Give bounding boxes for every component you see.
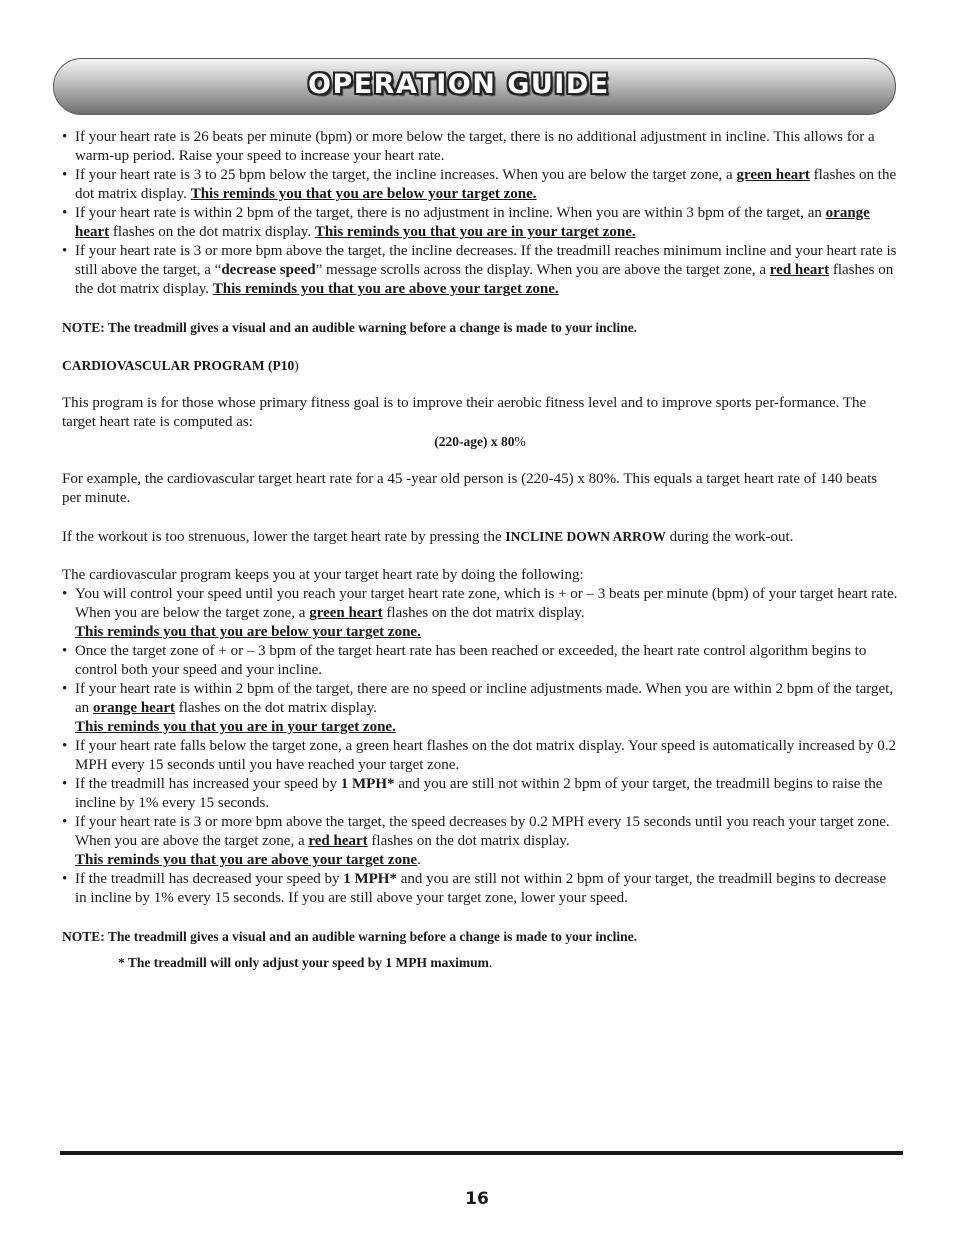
bullet-text: If your heart rate falls below the target zone, a green heart flashes on the dot matrix display. Your speed is automatically increased by 0.2 MPH every 15 seconds until you have reached your target zone. xyxy=(75,738,896,773)
bullet-text: If the treadmill has decreased your speed by xyxy=(75,871,344,887)
list-item xyxy=(62,642,898,680)
bullet-text: If your heart rate is within 2 bpm of the target, there is no adjustment in incline. When you are within 3 bpm of the target, an xyxy=(75,205,826,221)
reminder-text: This reminds you that you are in your target zone. xyxy=(75,719,396,735)
bullet-text: Once the target zone of + or – 3 bpm of the target heart rate has been reached or exceeded, the heart rate control algorithm begins to control both your speed and your incline. xyxy=(75,643,867,678)
list-item xyxy=(62,585,898,642)
red-heart-text: red heart xyxy=(769,262,830,278)
bullet-text: You will control your speed until you reach your target heart rate zone, which is + or – 3 beats per minute (bpm) of your target heart rate. When you are below the target zone, a xyxy=(75,586,898,621)
speed-limit-text: 1 MPH* xyxy=(343,871,397,887)
green-heart-text: green heart xyxy=(736,167,810,183)
bullet-icon: • xyxy=(62,776,68,792)
bullet-icon: • xyxy=(62,205,68,221)
footer-divider xyxy=(60,1151,903,1155)
main-content xyxy=(62,128,898,972)
incline-down-arrow-text: INCLINE DOWN ARROW xyxy=(505,529,666,544)
page-number: 16 xyxy=(465,1189,489,1209)
list-item: • If your heart rate is 3 or more bpm above the target, the speed decreases by 0.2 MPH every 15 seconds until you reach your target zone. When you are above the target zone, a red heart flashes on the dot matrix display. This reminds you that you are above your target zone. xyxy=(62,814,890,868)
orange-heart-text: orange heart xyxy=(75,205,870,240)
footnote: * The treadmill will only adjust your speed by 1 MPH maximum. xyxy=(118,955,493,970)
header-banner xyxy=(53,58,896,115)
reminder-text: This reminds you that you are below your target zone. xyxy=(75,624,421,640)
paragraph: For example, the cardiovascular target heart rate for a 45 -year old person is (220-45) x 80%. This equals a target heart rate of 140 beats per minute. xyxy=(62,471,878,506)
list-item xyxy=(62,870,898,908)
list-item xyxy=(62,128,898,166)
list-item xyxy=(62,737,898,775)
list-item xyxy=(62,775,898,813)
section-heading: CARDIOVASCULAR PROGRAM (P10) xyxy=(62,358,299,373)
bullet-text: flashes on the dot matrix display. xyxy=(367,833,570,849)
bullet-text: and you are still not within 2 bpm of your target, the treadmill begins to decrease in incline by 1% every 15 seconds. If you are still above your target zone, lower your speed. xyxy=(75,871,887,906)
bullet-text: If your heart rate is within 2 bpm of the target, there are no speed or incline adjustments made. When you are within 2 bpm of the target, an xyxy=(75,681,894,716)
bullet-icon: • xyxy=(62,243,68,259)
reminder-text: This reminds you that you are above your target zone. xyxy=(212,281,559,297)
bullet-icon: • xyxy=(62,871,68,887)
bullet-text: If your heart rate is 3 or more bpm above the target, the incline decreases. If the treadmill reaches minimum incline and your heart rate is still above the target, a “ xyxy=(75,243,897,278)
paragraph: If the workout is too strenuous, lower the target heart rate by pressing the INCLINE DOWN ARROW during the work-out. xyxy=(62,529,794,545)
bullet-text: If your heart rate is 3 to 25 bpm below the target, the incline increases. When you are below the target zone, a xyxy=(75,167,737,183)
note: NOTE: The treadmill gives a visual and an audible warning before a change is made to your incline. xyxy=(62,929,638,944)
bullet-icon: • xyxy=(62,586,68,602)
paragraph: The cardiovascular program keeps you at your target heart rate by doing the following: xyxy=(62,567,584,583)
bullet-text: flashes on the dot matrix display. xyxy=(109,224,315,240)
decrease-speed-text: decrease speed xyxy=(221,262,316,278)
bullet-text: If your heart rate is 26 beats per minute (bpm) or more below the target, there is no additional adjustment in incline. This allows for a warm-up period. Raise your speed to increase your heart rate. xyxy=(75,129,875,164)
list-item xyxy=(62,204,898,242)
bullet-text: flashes on the dot matrix display. xyxy=(75,167,897,202)
bullet-icon: • xyxy=(62,643,68,659)
orange-heart-text: orange heart xyxy=(92,700,175,716)
speed-limit-text: 1 MPH* xyxy=(340,776,395,792)
bullet-text: flashes on the dot matrix display. xyxy=(382,605,585,621)
bullet-text: ” message scrolls across the display. When you are above the target zone, a xyxy=(315,262,770,278)
list-item xyxy=(62,680,898,737)
bullet-icon: • xyxy=(62,738,68,754)
note: NOTE: The treadmill gives a visual and an audible warning before a change is made to your incline. xyxy=(62,320,638,335)
red-heart-text: red heart xyxy=(308,833,368,849)
paragraph: This program is for those whose primary fitness goal is to improve their aerobic fitness level and to improve sports per-formance. The target heart rate is computed as: xyxy=(62,395,867,430)
bullet-icon: • xyxy=(62,814,68,830)
bullet-text: If your heart rate is 3 or more bpm above the target, the speed decreases by 0.2 MPH every 15 seconds until you reach your target zone. When you are above the target zone, a xyxy=(75,814,890,849)
green-heart-text: green heart xyxy=(309,605,383,621)
formula: (220-age) x 80% xyxy=(434,434,526,449)
bullet-text: and you are still not within 2 bpm of your target, the treadmill begins to raise the incline by 1% every 15 seconds. xyxy=(75,776,883,811)
bullet-text: flashes on the dot matrix display. xyxy=(75,262,894,297)
list-item xyxy=(62,242,898,299)
bullet-icon: • xyxy=(62,129,68,145)
reminder-text: This reminds you that you are above your target zone xyxy=(75,852,418,868)
page-title: OPERATION GUIDE xyxy=(308,69,610,100)
list-item xyxy=(62,166,898,204)
reminder-text: This reminds you that you are below your target zone. xyxy=(190,186,537,202)
bullet-icon: • xyxy=(62,167,68,183)
bullet-text: flashes on the dot matrix display. xyxy=(174,700,377,716)
bullet-text: If the treadmill has increased your speed by xyxy=(75,776,341,792)
bullet-icon: • xyxy=(62,681,68,697)
reminder-text: This reminds you that you are in your target zone. xyxy=(314,224,636,240)
